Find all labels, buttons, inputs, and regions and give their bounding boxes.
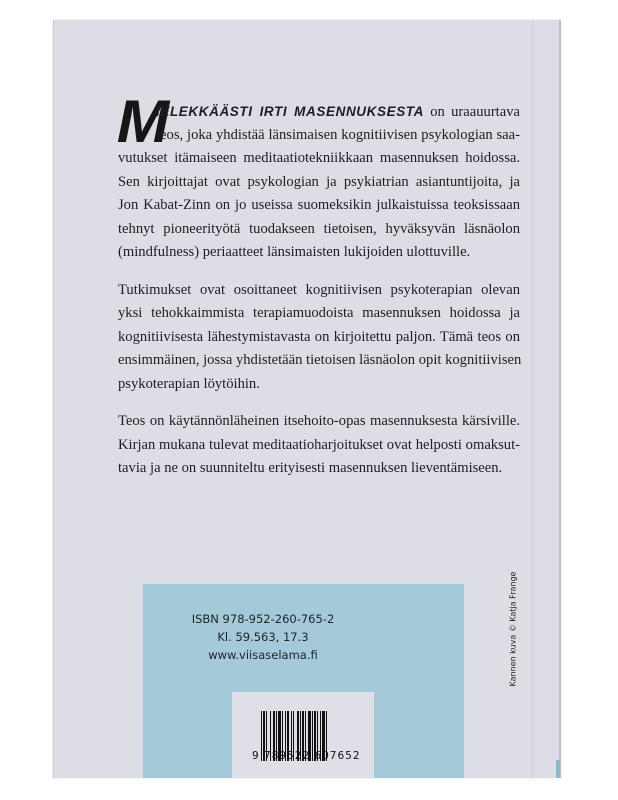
paragraph-1: [118, 100, 520, 265]
blurb-line: vutukset itämaiseen meditaatiotekniikkaan masennuksen hoidossa.: [118, 150, 520, 166]
blurb-line: (mindfulness) periaatteet länsimaisten lukijoiden ulottuville.: [118, 244, 471, 260]
blurb-line: Sen kirjoittajat ovat psykologian ja psykiatrian asiantuntijoita, ja: [118, 173, 520, 190]
book-edge-accent: [556, 760, 560, 778]
blurb-line: [156, 100, 520, 124]
spine-fold: [532, 20, 533, 778]
classification: Kl. 59.563, 17.3: [217, 630, 309, 644]
blurb-line: kognitiivisesta lähestymistavasta on kirjoitettu paljon. Tämä teos on: [118, 328, 520, 345]
publisher-info: [143, 610, 383, 664]
book-title-caps: IELEKKÄÄSTI IRTI MASENNUKSESTA: [156, 104, 424, 119]
cover-credit: Kannen kuva © Katja Frange: [508, 571, 518, 687]
blurb-line: teos, joka yhdistää länsimaisen kognitiivisen psykologian saa-: [156, 126, 520, 143]
blurb-text: [118, 100, 520, 495]
barcode-digits: 9 789522 607652: [252, 750, 361, 762]
paragraph-2: [118, 279, 520, 397]
blurb-line: tehnyt pioneerityötä tuodakseen tietoisen, hyväksyvän läsnäolon: [118, 220, 520, 237]
blurb-line: ensimmäinen, jossa yhdistetään tietoisen läsnäolon opit kognitiivisen: [118, 352, 522, 368]
blurb-line: psykoterapian löytöihin.: [118, 375, 260, 392]
website: www.viisaselama.fi: [208, 648, 318, 662]
blurb-line: Kirjan mukana tulevat meditaatioharjoitukset ovat helposti omaksut-: [118, 436, 520, 453]
blurb-line: yksi tehokkaimmista terapiamuodoista masennuksen hoidossa ja: [118, 305, 520, 321]
isbn: ISBN 978-952-260-765-2: [191, 612, 335, 626]
blurb-line-text: on uraauurtava: [424, 104, 520, 120]
drop-cap: M: [116, 88, 170, 155]
blurb-line: tavia ja ne on suunniteltu erityisesti masennuksen lieventämiseen.: [118, 460, 503, 476]
barcode-box: [232, 692, 374, 778]
blurb-line: Teos on käytännönläheinen itsehoito-opas masennuksesta kärsiville.: [118, 413, 520, 429]
book-edge: [559, 20, 561, 778]
paragraph-3: [118, 410, 520, 481]
blurb-line: Tutkimukset ovat osoittaneet kognitiivisen psykoterapian olevan: [118, 281, 520, 298]
blurb-line: Jon Kabat-Zinn on jo useissa suomeksikin julkaistuissa teoksissaan: [118, 197, 520, 213]
